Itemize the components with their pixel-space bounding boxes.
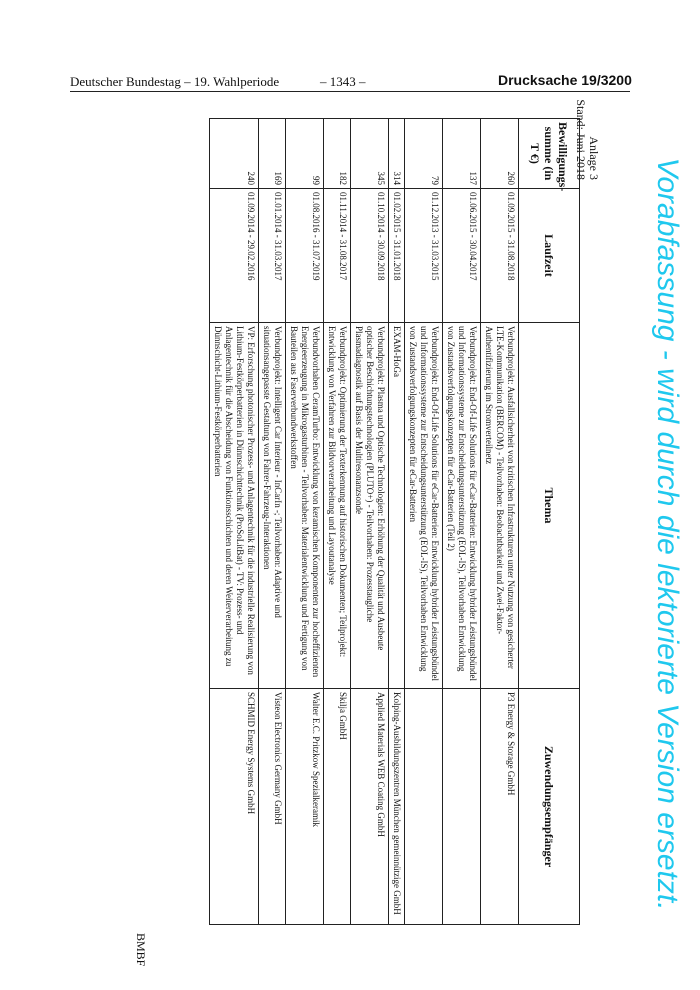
grant-table (209, 118, 580, 925)
cell-summe: 345 (351, 119, 389, 189)
cell-summe: 79 (405, 119, 443, 189)
landscape-page (120, 80, 600, 980)
cell-empfaenger: Applied Materials WEB Coating GmbH (351, 689, 389, 925)
table-row (259, 119, 286, 925)
cell-laufzeit: 01.08.2016 - 31.07.2019 (286, 189, 324, 323)
cell-thema: Verbundvorhaben CeramTurbo: Entwicklung von keramischen Komponenten zur hocheffizienten Energieerzeugung in Mikrogasturbinen - Teilvorhaben: Materialentwicklung und Fertigung von Bauteilen aus Faserverbundwerkstoffen (286, 323, 324, 689)
cell-laufzeit: 01.01.2014 - 31.03.2017 (259, 189, 286, 323)
cell-summe: 99 (286, 119, 324, 189)
cell-laufzeit: 01.02.2015 - 31.01.2018 (389, 189, 405, 323)
cell-laufzeit: 01.12.2013 - 31.03.2015 (405, 189, 443, 323)
table-row (405, 119, 443, 925)
cell-empfaenger: Skilja GmbH (324, 689, 351, 925)
cell-laufzeit: 01.09.2015 - 31.08.2018 (481, 189, 519, 323)
col-header-laufzeit: Laufzeit (519, 189, 580, 323)
anlage-label: Anlage 3 (587, 136, 601, 180)
cell-thema: Verbundprojekt: End-Of-Life Solutions für eCar-Batterien: Entwicklung hybrider Leistungsbündel und Informationssysteme zur Entscheidungsunterstützung (EOL-IS), Teilvorhaben Entwicklung von Zustandsverfolgungskonzepten für eCar-Batterien (405, 323, 443, 689)
cell-summe: 260 (481, 119, 519, 189)
table-row (324, 119, 351, 925)
cell-empfaenger (405, 689, 443, 925)
cell-thema: VP: Erforschung photonischer Prozess- und Anlagentechnik für die industrielle Realisierung von Lithium-Festkörperbatterien in Dünnschichttechnik (ProSoLitBat) - TV: Prozess- und Anlagentechnik für die Abscheidung von Funktionsschichten und deren Weiterverarbeitung zu Dünnschicht-Lithium-Festkörperbatterien (210, 323, 259, 689)
table-row (443, 119, 481, 925)
ministry-label: BMBF (134, 933, 148, 967)
watermark: Vorabfassung - wird durch die lektorierte Version ersetzt. (651, 157, 684, 911)
cell-thema: Verbundprojekt: Optimierung der Texterkennung auf historischen Dokumenten; Teilprojekt: Entwicklung von Verfahren zur Bildvorverarbeitung und Layoutanalyse (324, 323, 351, 689)
table-row (210, 119, 259, 925)
col-header-empfaenger: Zuwendungsempfänger (519, 689, 580, 925)
stand-label: Stand: Juni 2018 (574, 99, 588, 180)
cell-summe: 240 (210, 119, 259, 189)
table-row (389, 119, 405, 925)
cell-thema: Verbundprojekt: Ausfallsicherheit von kritischen Infrastrukturen unter Nutzung von gesicherter LTE-Kommunikation (BERCOM) - Teilvorhaben: Beobachtbarkeit und Zwei-Faktor-Authentifizierung im Stromverteilnetz (481, 323, 519, 689)
table-row (481, 119, 519, 925)
cell-laufzeit: 01.10.2014 - 30.09.2018 (351, 189, 389, 323)
drucksache-prefix: Drucksache 19/ (498, 72, 601, 88)
cell-empfaenger: Visteon Electronics Germany GmbH (259, 689, 286, 925)
cell-laufzeit: 01.06.2015 - 30.04.2017 (443, 189, 481, 323)
cell-empfaenger: Kolping-Ausbildungszentren München gemeinnützige GmbH (389, 689, 405, 925)
cell-summe: 169 (259, 119, 286, 189)
cell-thema: EXAM-HoGa (389, 323, 405, 689)
cell-summe: 182 (324, 119, 351, 189)
cell-thema: Verbundprojekt: End-Of-Life Solutions für eCar-Batterien: Entwicklung hybrider Leistungsbündel und Informationssysteme zur Entscheidungsunterstützung (EOL-IS), Teilvorhaben Entwicklung von Zustandsverfolgungskonzepten für eCar-Batterien (Teil 2) (443, 323, 481, 689)
col-header-thema: Thema (519, 323, 580, 689)
cell-empfaenger: P3 Energy & Storage GmbH (481, 689, 519, 925)
cell-thema: Verbundprojekt: Intelligent Car Interieur - InCarIn -; Teilvorhaben: Adaptive und situationsangepasste Gestaltung von Fahrer-Fahrzeug-Interaktionen (259, 323, 286, 689)
col-header-summe: Bewilligungs-summe (in T €) (519, 119, 580, 189)
drucksache-number: 3200 (600, 72, 632, 88)
cell-empfaenger: Walter E.C. Pritzkow Spezialkeramik (286, 689, 324, 925)
page-number: – 1343 – (320, 74, 366, 89)
header-title: Deutscher Bundestag – 19. Wahlperiode (70, 74, 280, 89)
cell-thema: Verbundprojekt: Plasma und Optische Technologien: Erhöhung der Qualität und Ausbeute optischer Beschichtungstechnologien (PLUTO+) - Teilvorhaben: Prozesstaugliche Plasmadiagnostik auf Basis der Multiresonanzsonde (351, 323, 389, 689)
cell-empfaenger (443, 689, 481, 925)
cell-empfaenger: SCHMID Energy Systems GmbH (210, 689, 259, 925)
table-row (351, 119, 389, 925)
cell-summe: 137 (443, 119, 481, 189)
cell-laufzeit: 01.11.2014 - 31.08.2017 (324, 189, 351, 323)
table-header-row (519, 119, 580, 925)
cell-summe: 314 (389, 119, 405, 189)
table-row (286, 119, 324, 925)
cell-laufzeit: 01.09.2014 - 29.02.2016 (210, 189, 259, 323)
